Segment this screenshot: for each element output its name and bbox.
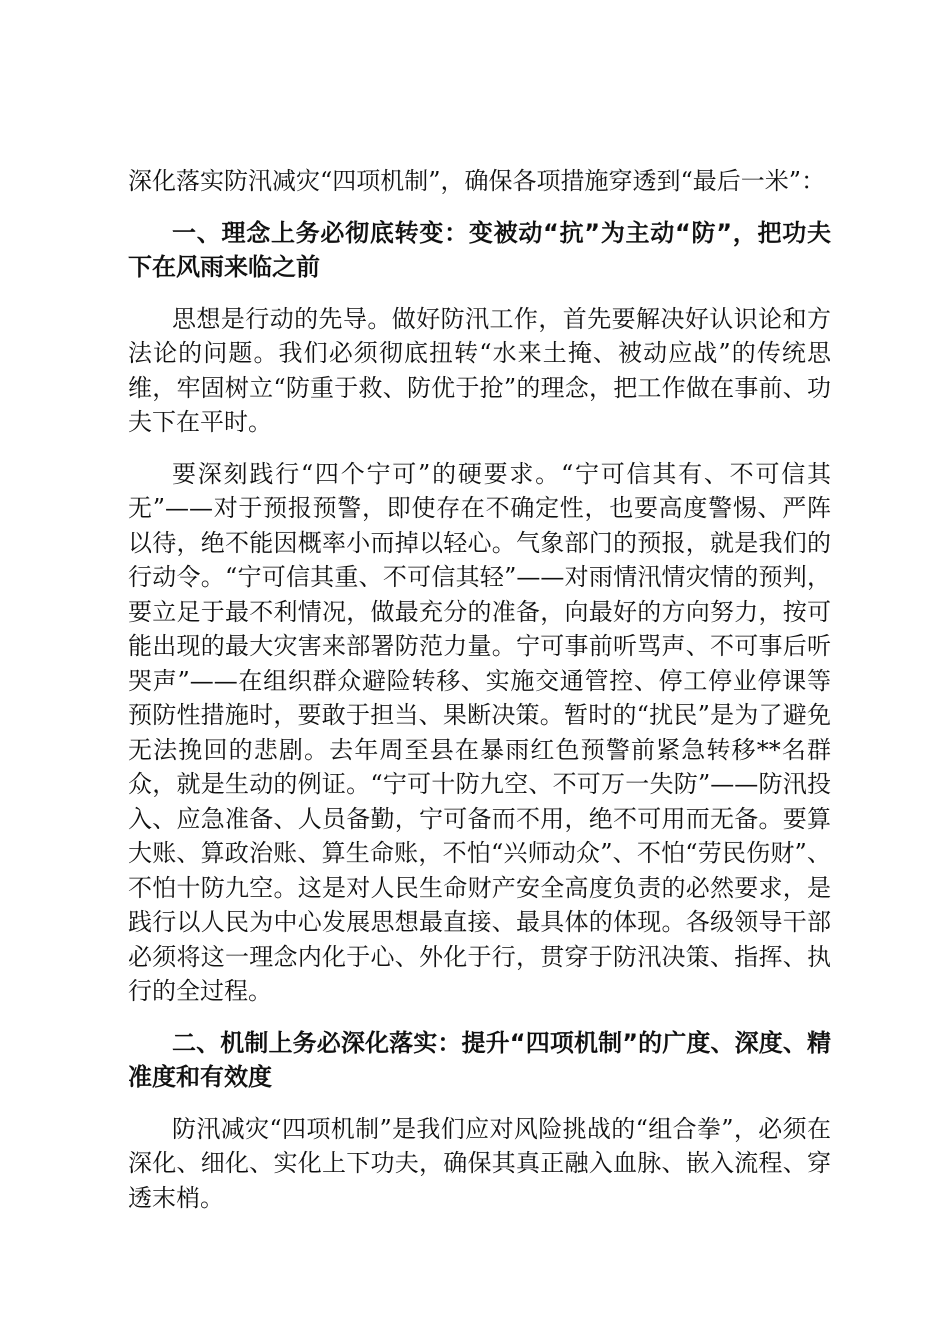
section-1-paragraph-1: 思想是行动的先导。做好防汛工作，首先要解决好认识论和方法论的问题。我们必须彻底扭转“水来土掩、被动应战”的传统思维，牢固树立“防重于救、防优于抢”的理念，把工作做在事前、功夫下在平时。 (128, 304, 831, 436)
intro-paragraph: 深化落实防汛减灾“四项机制”，确保各项措施穿透到“最后一米”： (128, 167, 826, 195)
section-1-paragraph-2: 要深刻践行“四个宁可”的硬要求。“宁可信其有、不可信其无”——对于预报预警，即使存在不确定性，也要高度警惕、严阵以待，绝不能因概率小而掉以轻心。气象部门的预报，就是我们的行动令。“宁可信其重、不可信其轻”——对雨情汛情灾情的预判，要立足于最不利情况，做最充分的准备，向最好的方向努力，按可能出现的最大灾害来部署防范力量。宁可事前听骂声、不可事后听哭声”——在组织群众避险转移、实施交通管控、停工停业停课等预防性措施时，要敢于担当、果断决策。暂时的“扰民”是为了避免无法挽回的悲剧。去年周至县在暴雨红色预警前紧急转移**名群众，就是生动的例证。“宁可十防九空、不可万一失防”——防汛投入、应急准备、人员备勤，宁可备而不用，绝不可用而无备。要算大账、算政治账、算生命账，不怕“兴师动众”、不怕“劳民伤财”、不怕十防九空。这是对人民生命财产安全高度负责的必然要求，是践行以人民为中心发展思想最直接、最具体的体现。各级领导干部必须将这一理念内化于心、外化于行，贯穿于防汛决策、指挥、执行的全过程。 (128, 459, 831, 1005)
section-1-heading: 一、理念上务必彻底转变：变被动“抗”为主动“防”，把功夫下在风雨来临之前 (128, 218, 831, 281)
section-2-paragraph-1: 防汛减灾“四项机制”是我们应对风险挑战的“组合拳”，必须在深化、细化、实化上下功夫，确保其真正融入血脉、嵌入流程、穿透末梢。 (128, 1114, 831, 1212)
section-2-heading: 二、机制上务必深化落实：提升“四项机制”的广度、深度、精准度和有效度 (128, 1028, 831, 1091)
document-body (128, 164, 831, 1232)
